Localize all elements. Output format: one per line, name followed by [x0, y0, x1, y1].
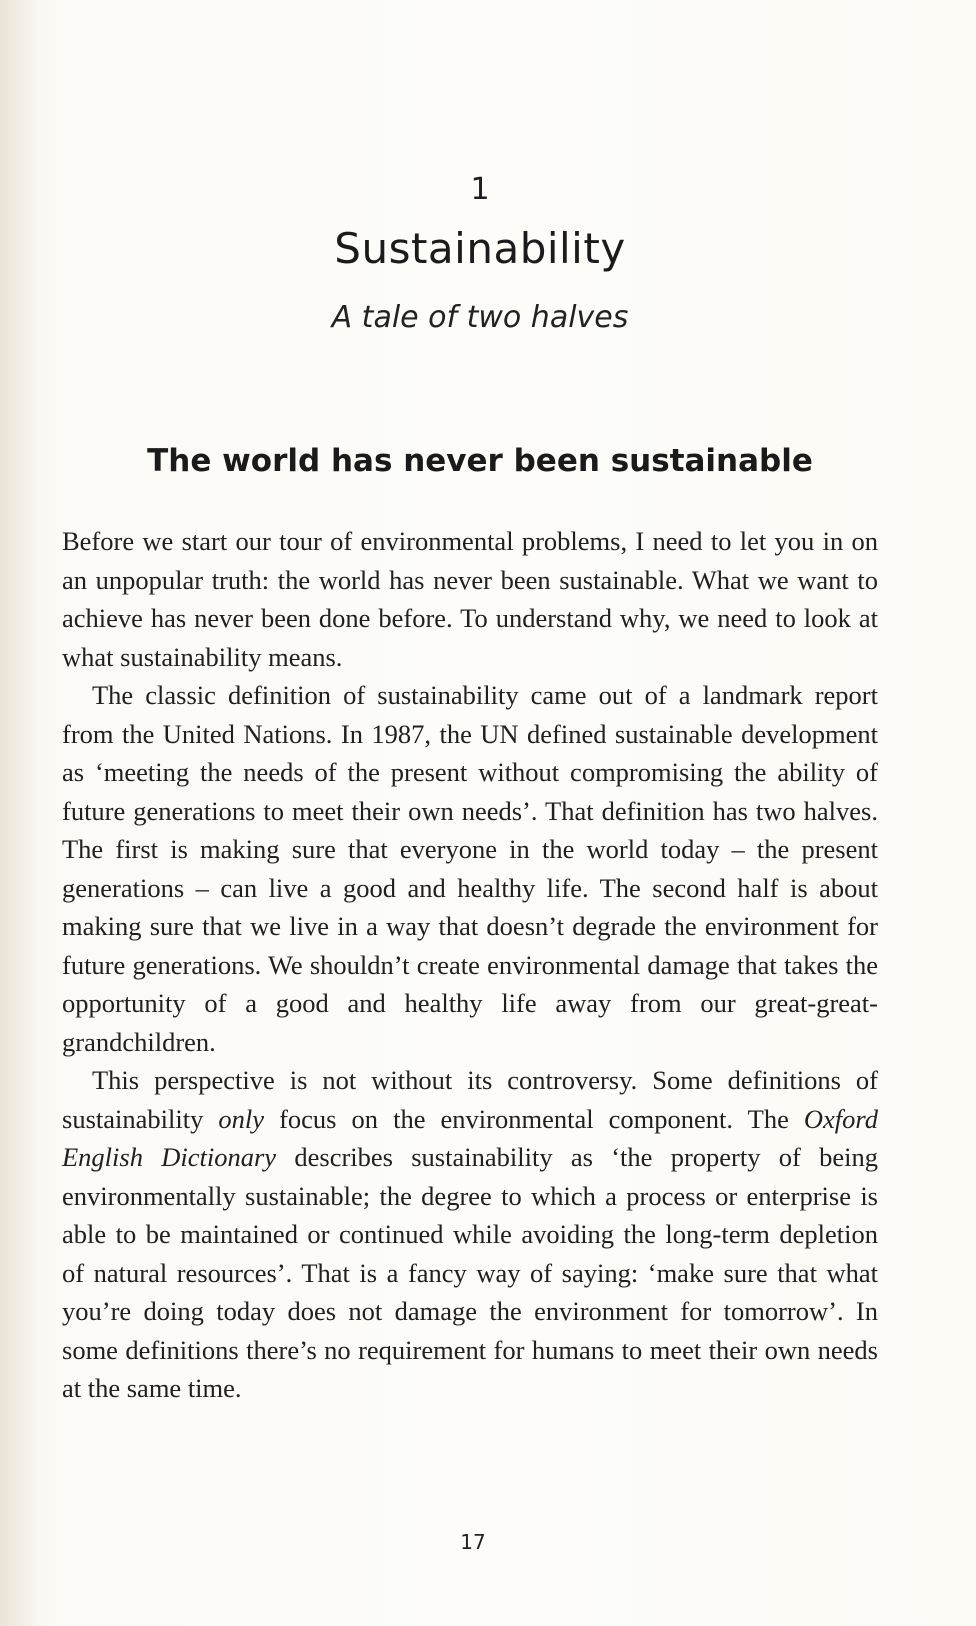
paragraph-1: Before we start our tour of environmental problems, I need to let you in on an unpopular truth: the world has never been sustainable. What we want to achieve has never been done before. To understand why, we need to look at what sustainability means. — [62, 526, 878, 672]
chapter-number: 1 — [470, 172, 490, 207]
section-heading: The world has never been sustainable — [147, 443, 813, 479]
paragraph-2: The classic definition of sustainability came out of a landmark report from the United Nations. In 1987, the UN defined sustainable development as ‘meeting the needs of the present without compromising the ability of future generations to meet their own needs’. That definition has two halves. The first is making sure that everyone in the world today – the present generations – can live a good and healthy life. The second half is about making sure that we live in a way that doesn’t degrade the environment for future generations. We shouldn’t create environmental damage that takes the opportunity of a good and healthy life away from our great-great-grandchildren. — [62, 680, 878, 1057]
paragraph-3-text-c: describes sustainability as ‘the property of being environmentally sustainable; the degree to which a process or enterprise is able to be maintained or continued while avoiding the long-term depletion of natural resources’. That is a fancy way of saying: ‘make sure that what you’re doing today does not damage the environment for tomorrow’. In some definitions there’s no requirement for humans to meet their own needs at the same time. — [62, 1142, 878, 1403]
body-text — [62, 522, 878, 1408]
chapter-subtitle: A tale of two halves — [331, 300, 629, 335]
paragraph-3-emphasis-only: only — [218, 1103, 265, 1134]
page-number: 17 — [460, 1530, 486, 1554]
paragraph-3-dictionary-title: Oxford English Dictionary — [62, 1103, 878, 1172]
chapter-title: Sustainability — [334, 224, 626, 273]
paragraph-3 — [62, 1061, 878, 1408]
paragraph-3-text-a: This perspective is not without its controversy. Some definitions of sustainability — [62, 1065, 878, 1134]
paragraph-3-text-b: focus on the environmental component. The — [264, 1103, 804, 1134]
